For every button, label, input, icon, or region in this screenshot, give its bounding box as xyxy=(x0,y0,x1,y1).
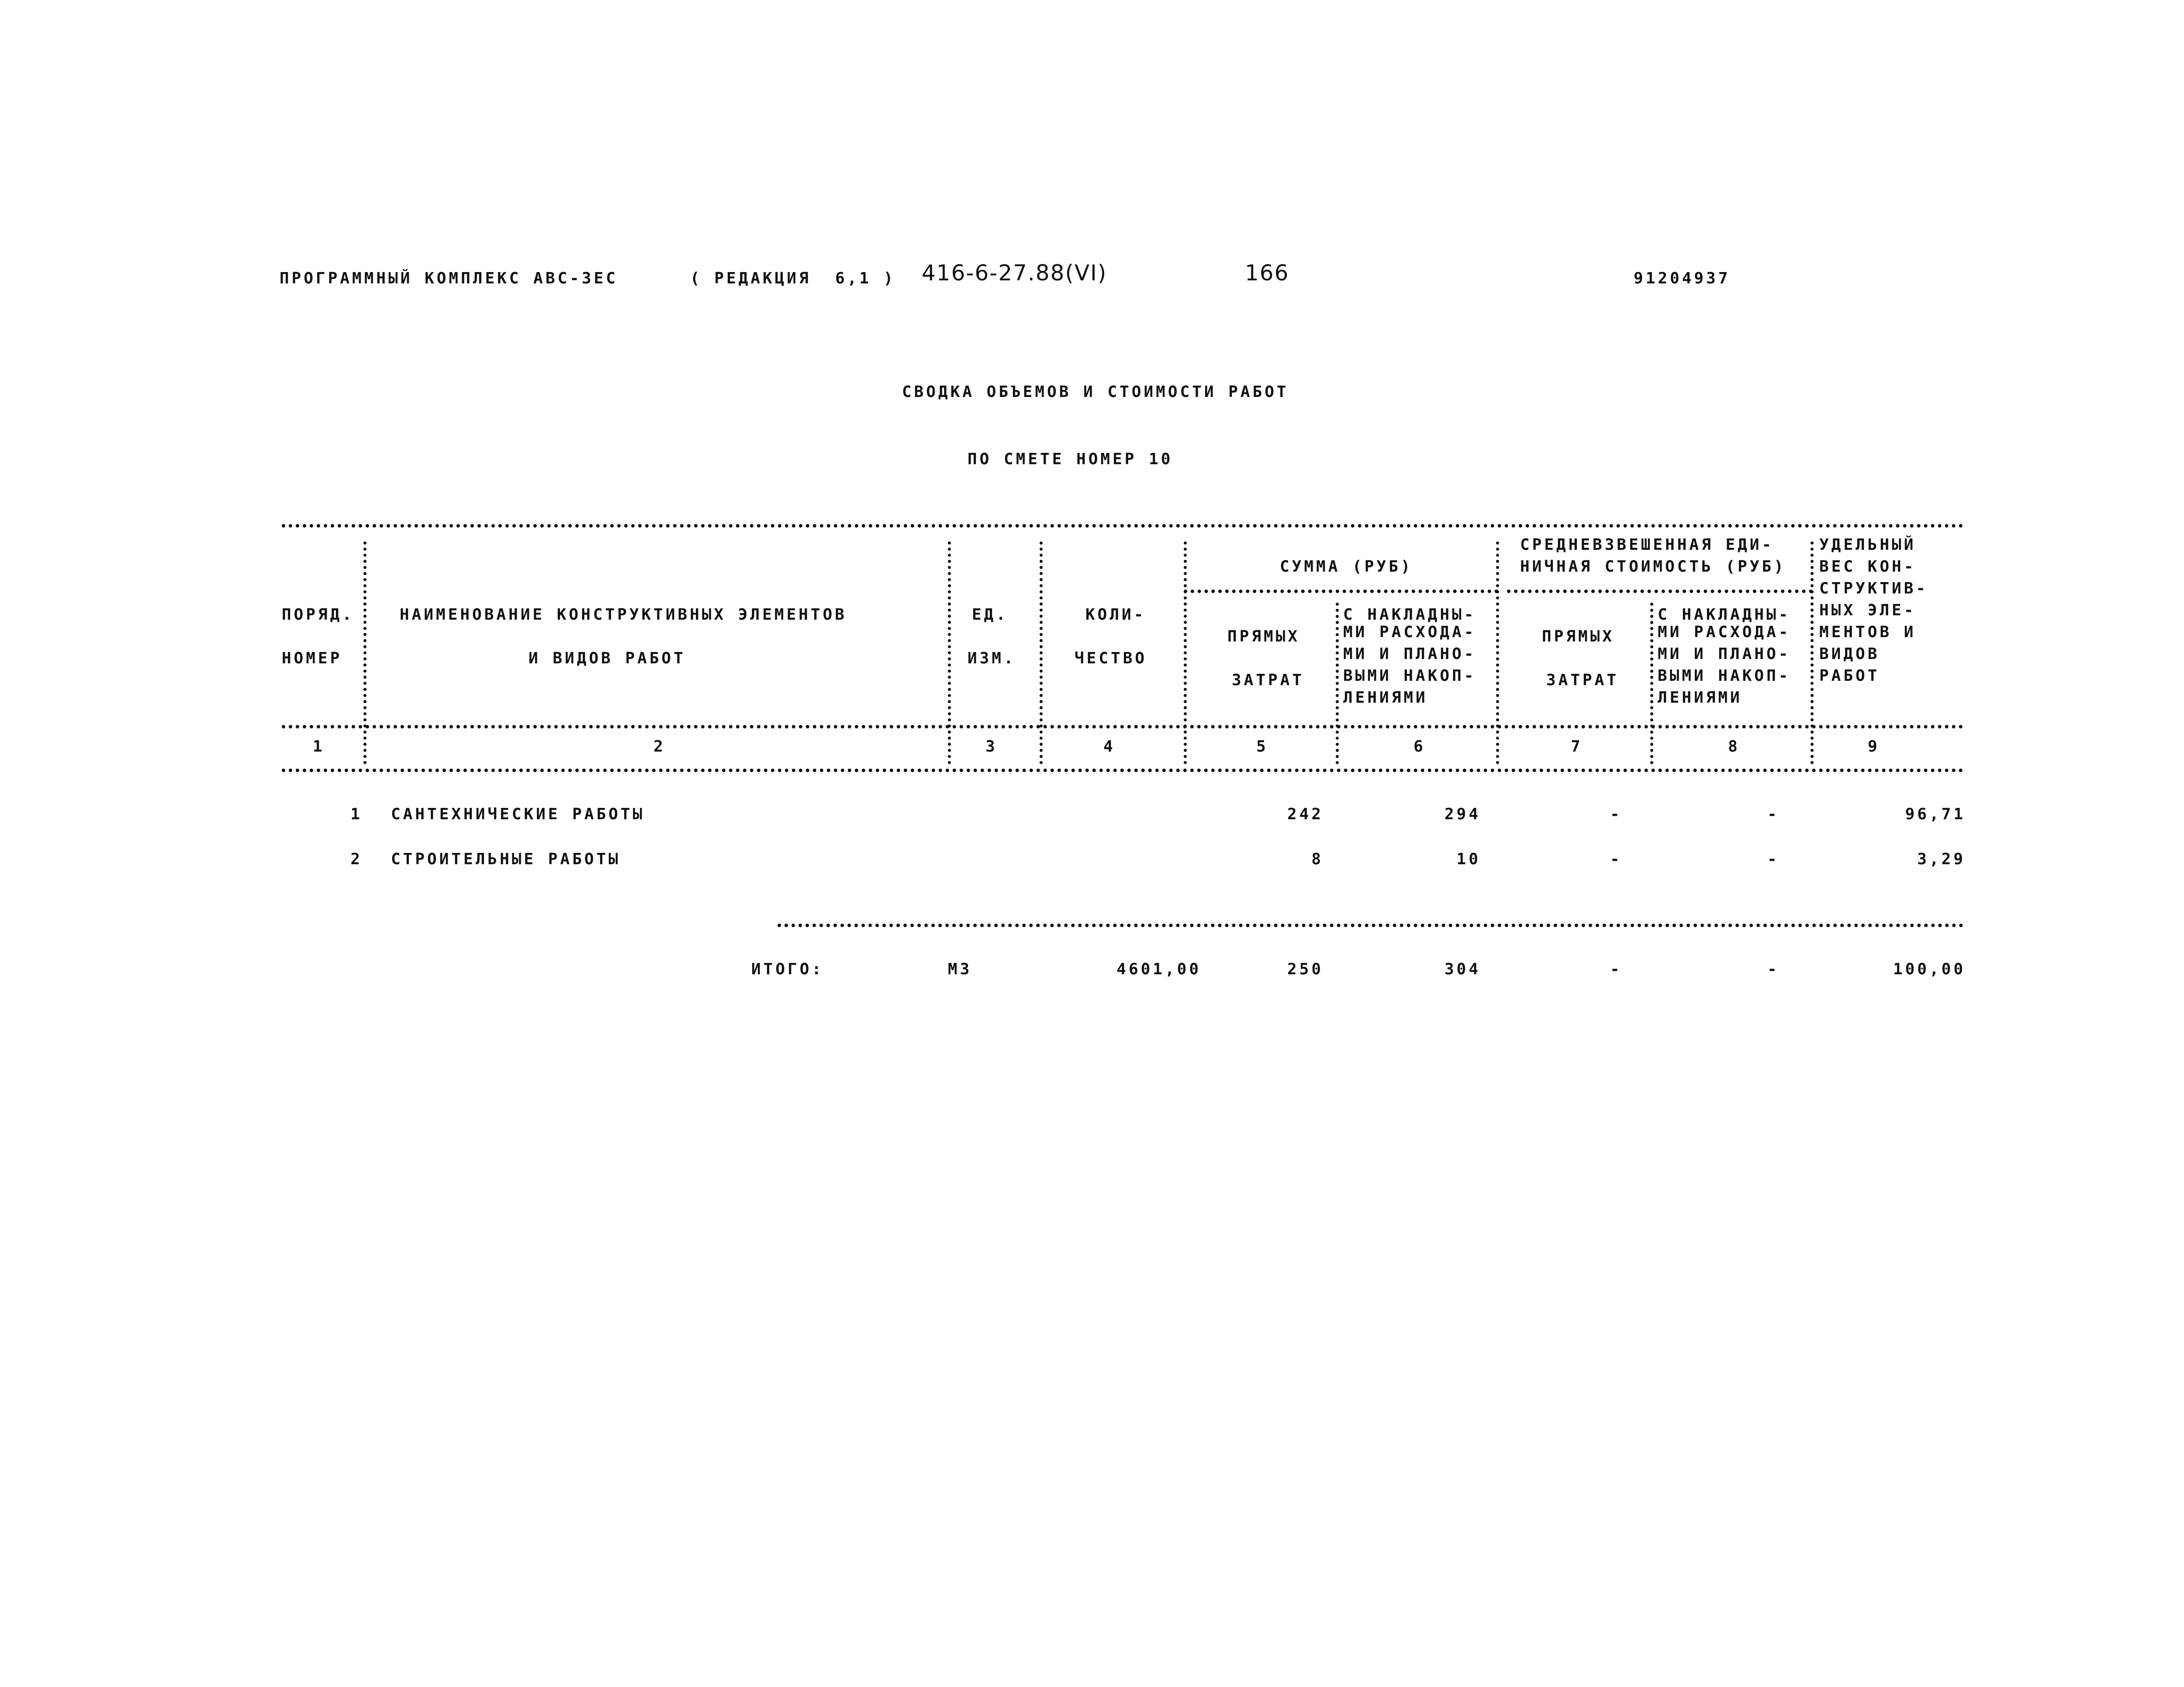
col9-header-line3: СТРУКТИВ- xyxy=(1819,580,1928,597)
col8-header-line2: МИ РАСХОДА- xyxy=(1658,623,1791,641)
col6-header-line1: С НАКЛАДНЫ- xyxy=(1343,606,1476,624)
document-title: СВОДКА ОБЪЕМОВ И СТОИМОСТИ РАБОТ xyxy=(902,383,1289,401)
col9-header-line5: МЕНТОВ И xyxy=(1819,623,1916,641)
document-number: 91204937 xyxy=(1634,269,1731,287)
row-overhead: 10 xyxy=(1456,850,1481,868)
col9-header-line7: РАБОТ xyxy=(1819,667,1880,685)
col5-header-line1: ПРЯМЫХ xyxy=(1227,628,1300,645)
col9-header-line2: ВЕС КОН- xyxy=(1819,558,1916,576)
total-quantity: 4601,00 xyxy=(1116,960,1201,978)
total-avg-direct: - xyxy=(1610,960,1622,978)
col1-header-line2: НОМЕР xyxy=(282,649,342,667)
row-name: САНТЕХНИЧЕСКИЕ РАБОТЫ xyxy=(391,805,645,823)
col7-header-line2: ЗАТРАТ xyxy=(1546,671,1619,689)
col2-header-line2: И ВИДОВ РАБОТ xyxy=(529,649,686,667)
col-number-8: 8 xyxy=(1728,738,1740,756)
col-number-6: 6 xyxy=(1413,738,1426,756)
col4-header-line2: ЧЕСТВО xyxy=(1075,649,1147,667)
col-sep-8 xyxy=(1811,542,1814,764)
total-unit: М3 xyxy=(948,960,972,978)
program-complex-label: ПРОГРАММНЫЙ КОМПЛЕКС АВС-3ЕС xyxy=(280,269,618,287)
col-sep-5 xyxy=(1336,603,1339,764)
row-avg-direct: - xyxy=(1610,805,1622,823)
table-top-rule xyxy=(282,524,1963,528)
col8-header-line1: С НАКЛАДНЫ- xyxy=(1658,606,1791,624)
total-label: ИТОГО: xyxy=(751,960,824,978)
col7-header-line1: ПРЯМЫХ xyxy=(1542,628,1615,645)
row-share: 96,71 xyxy=(1905,805,1966,823)
row-overhead: 294 xyxy=(1444,805,1481,823)
row-direct: 242 xyxy=(1287,805,1324,823)
col5-header-line2: ЗАТРАТ xyxy=(1232,671,1305,689)
col2-header-line1: НАИМЕНОВАНИЕ КОНСТРУКТИВНЫХ ЭЛЕМЕНТОВ xyxy=(400,606,847,624)
avg-group-header-line2: НИЧНАЯ СТОИМОСТЬ (РУБ) xyxy=(1520,558,1786,576)
total-top-rule xyxy=(778,924,1963,927)
header-bottom-rule xyxy=(282,725,1963,728)
col-number-7: 7 xyxy=(1571,738,1583,756)
col9-header-line1: УДЕЛЬНЫЙ xyxy=(1819,536,1916,554)
col-number-5: 5 xyxy=(1256,738,1268,756)
col-sep-2 xyxy=(948,542,951,764)
col9-header-line4: НЫХ ЭЛЕ- xyxy=(1819,601,1916,619)
col-sep-7 xyxy=(1650,603,1653,764)
col-number-1: 1 xyxy=(313,738,325,756)
total-direct: 250 xyxy=(1287,960,1324,978)
col6-header-line4: ВЫМИ НАКОП- xyxy=(1343,667,1476,685)
total-share: 100,00 xyxy=(1893,960,1966,978)
col-number-2: 2 xyxy=(653,738,666,756)
document-subtitle: ПО СМЕТЕ НОМЕР 10 xyxy=(968,450,1173,468)
row-avg-direct: - xyxy=(1610,850,1622,868)
col-number-9: 9 xyxy=(1868,738,1880,756)
page-number: 166 xyxy=(1245,260,1289,286)
col-sep-3 xyxy=(1040,542,1043,764)
row-number: 2 xyxy=(350,850,363,868)
col3-header-line2: ИЗМ. xyxy=(968,649,1016,667)
col8-header-line5: ЛЕНИЯМИ xyxy=(1658,689,1742,707)
col8-header-line4: ВЫМИ НАКОП- xyxy=(1658,667,1791,685)
col-sep-6 xyxy=(1496,542,1499,764)
row-number: 1 xyxy=(350,805,363,823)
row-name: СТРОИТЕЛЬНЫЕ РАБОТЫ xyxy=(391,850,621,868)
avg-group-rule xyxy=(1507,590,1813,593)
col6-header-line5: ЛЕНИЯМИ xyxy=(1343,689,1428,707)
row-avg-overhead: - xyxy=(1767,850,1780,868)
col-number-3: 3 xyxy=(985,738,998,756)
col3-header-line1: ЕД. xyxy=(972,606,1009,624)
avg-group-header-line1: СРЕДНЕВЗВЕШЕННАЯ ЕДИ- xyxy=(1520,536,1774,554)
row-direct: 8 xyxy=(1311,850,1324,868)
total-avg-overhead: - xyxy=(1767,960,1780,978)
total-overhead: 304 xyxy=(1444,960,1481,978)
col-number-4: 4 xyxy=(1103,738,1116,756)
col8-header-line3: МИ И ПЛАНО- xyxy=(1658,645,1791,663)
col-sep-4 xyxy=(1184,542,1187,764)
row-avg-overhead: - xyxy=(1767,805,1780,823)
col9-header-line6: ВИДОВ xyxy=(1819,645,1880,663)
sum-group-header: СУММА (РУБ) xyxy=(1280,558,1413,576)
col6-header-line3: МИ И ПЛАНО- xyxy=(1343,645,1476,663)
row-share: 3,29 xyxy=(1917,850,1966,868)
col4-header-line1: КОЛИ- xyxy=(1085,606,1146,624)
numbers-bottom-rule xyxy=(282,769,1963,772)
sum-group-rule xyxy=(1184,590,1498,593)
handwritten-code: 416-6-27.88(VI) xyxy=(922,260,1107,286)
col6-header-line2: МИ РАСХОДА- xyxy=(1343,623,1476,641)
col1-header-line1: ПОРЯД. xyxy=(282,606,355,624)
edition-label: ( РЕДАКЦИЯ 6,1 ) xyxy=(690,269,896,287)
col-sep-1 xyxy=(363,542,366,764)
